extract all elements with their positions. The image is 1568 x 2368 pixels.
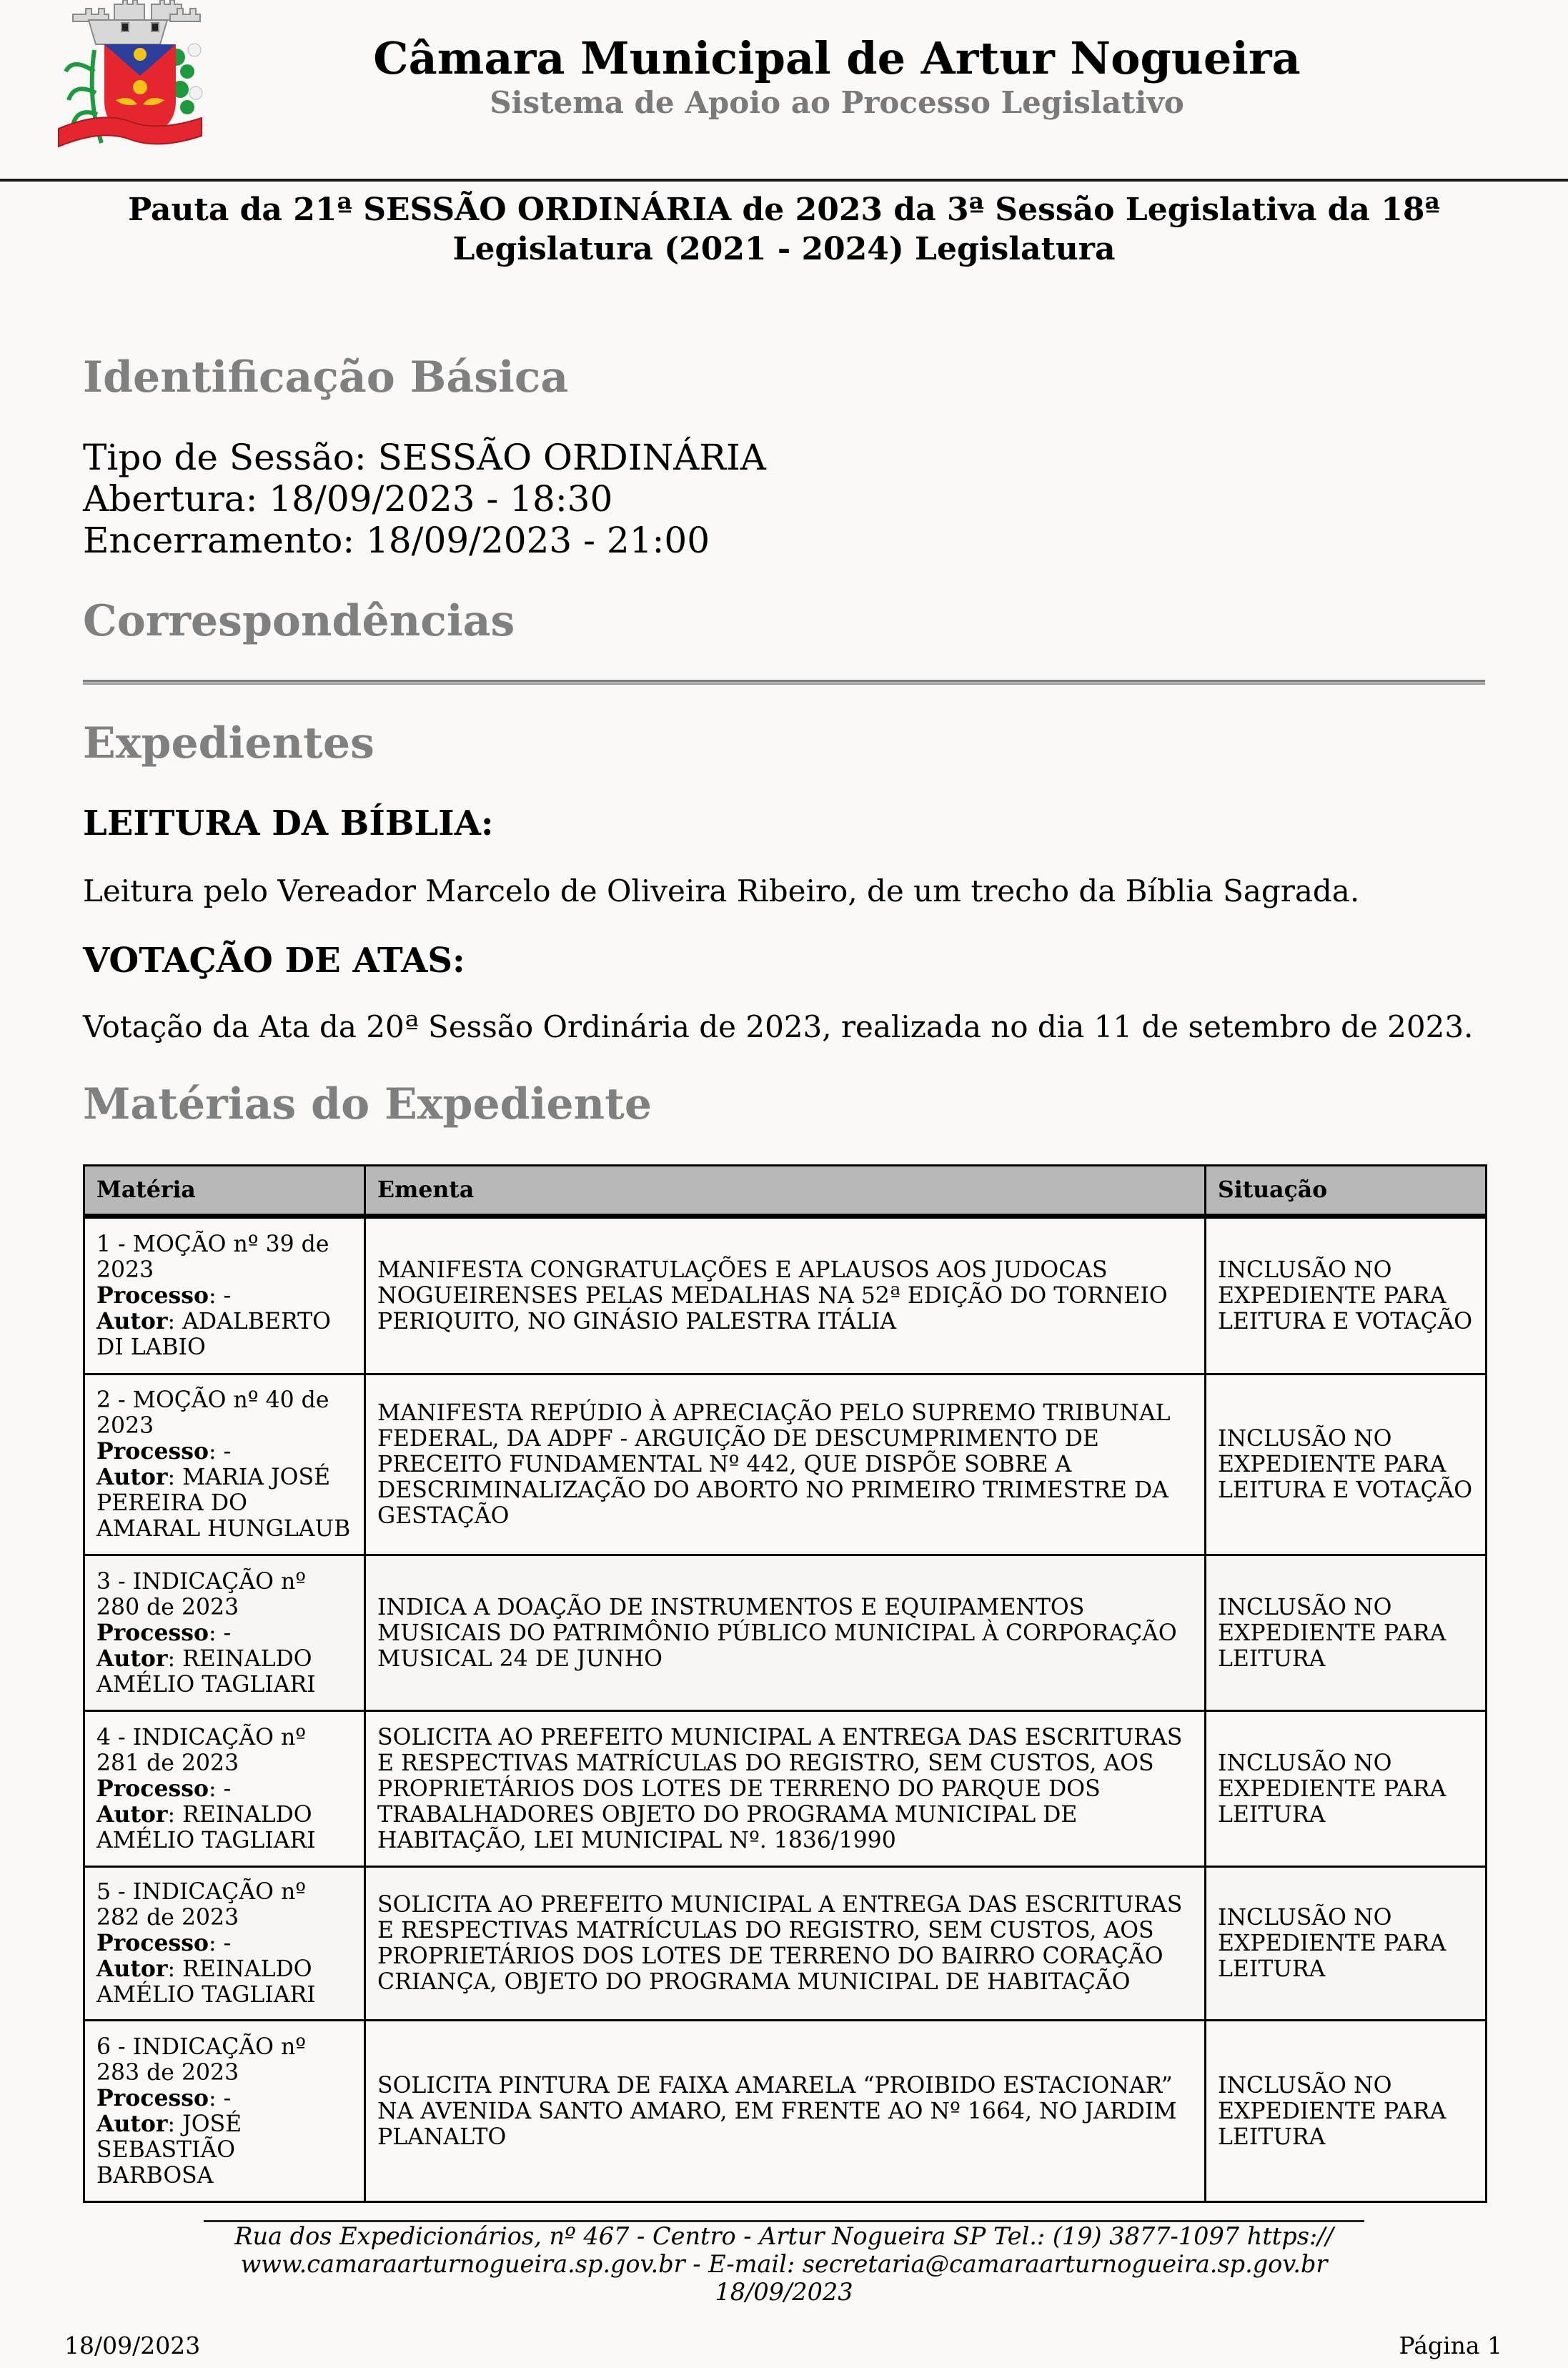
expediente-title-votacao: VOTAÇÃO DE ATAS: — [83, 941, 465, 981]
table-row — [84, 1217, 1487, 1374]
ementa-cell: SOLICITA AO PREFEITO MUNICIPAL A ENTREGA DAS ESCRITURAS E RESPECTIVAS MATRÍCULAS DO REGISTRO, SEM CUSTOS, AOS PROPRIETÁRIOS DOS LOTES DE TERRENO DO PARQUE DOS TRABALHADORES OBJETO DO PROGRAMA MUNICIPAL DE HABITAÇÃO, LEI MUNICIPAL Nº. 1836/1990 — [365, 1711, 1206, 1867]
situacao-cell: INCLUSÃO NO EXPEDIENTE PARA LEITURA E VOTAÇÃO — [1206, 1217, 1487, 1374]
expediente-title-leitura: LEITURA DA BÍBLIA: — [83, 803, 494, 843]
autor-value: : MARIA JOSÉ PEREIRA DO AMARAL HUNGLAUB — [96, 1465, 351, 1542]
autor-line — [96, 1465, 352, 1542]
agenda-title — [64, 190, 1504, 269]
ementa-cell: SOLICITA PINTURA DE FAIXA AMARELA “PROIBIDO ESTACIONAR” NA AVENIDA SANTO AMARO, EM FRENTE AO Nº 1664, NO JARDIM PLANALTO — [365, 2021, 1206, 2202]
processo-value: : - — [209, 1439, 232, 1465]
autor-value: : REINALDO AMÉLIO TAGLIARI — [96, 1956, 316, 2008]
autor-label: Autor — [96, 1464, 168, 1490]
expediente-text-votacao: Votação da Ata da 20ª Sessão Ordinária de 2023, realizada no dia 11 de setembro de 2023. — [83, 1009, 1474, 1044]
ementa-cell: MANIFESTA CONGRATULAÇÕES E APLAUSOS AOS JUDOCAS NOGUEIRENSES PELAS MEDALHAS NA 52ª EDIÇÃO DO TORNEIO PERIQUITO, NO GINÁSIO PALESTRA ITÁLIA — [365, 1217, 1206, 1374]
situacao-cell: INCLUSÃO NO EXPEDIENTE PARA LEITURA — [1206, 1555, 1487, 1711]
session-opening: Abertura: 18/09/2023 - 18:30 — [83, 478, 613, 520]
table-row — [84, 1374, 1487, 1555]
institution-title: Câmara Municipal de Artur Nogueira — [373, 32, 1301, 84]
processo-label: Processo — [96, 1930, 209, 1956]
footer-address — [143, 2222, 1425, 2306]
footer-address-line-1: Rua dos Expedicionários, nº 467 - Centro - Artur Nogueira SP Tel.: (19) 3877-1097 https:// — [234, 2222, 1334, 2250]
section-heading-identificacao: Identificação Básica — [83, 352, 569, 402]
table-row — [84, 1555, 1487, 1711]
processo-value: : - — [209, 2085, 232, 2111]
autor-label: Autor — [96, 1645, 168, 1672]
materia-title: 3 - INDICAÇÃO nº 280 de 2023 — [96, 1568, 307, 1620]
autor-label: Autor — [96, 1308, 168, 1334]
materia-title: 5 - INDICAÇÃO nº 282 de 2023 — [96, 1879, 307, 1931]
processo-line — [96, 2086, 352, 2111]
materia-cell — [84, 1711, 365, 1867]
processo-value: : - — [209, 1931, 232, 1956]
footer-address-line-2: www.camaraarturnogueira.sp.gov.br - E-mail: secretaria@camaraarturnogueira.sp.gov.br — [240, 2250, 1328, 2278]
autor-value: : REINALDO AMÉLIO TAGLIARI — [96, 1801, 316, 1853]
materia-cell — [84, 1374, 365, 1555]
materia-title: 2 - MOÇÃO nº 40 de 2023 — [96, 1387, 329, 1439]
section-heading-correspondencias: Correspondências — [83, 596, 515, 646]
materia-cell — [84, 1555, 365, 1711]
materia-title: 1 - MOÇÃO nº 39 de 2023 — [96, 1232, 329, 1283]
processo-label: Processo — [96, 2084, 209, 2111]
processo-line — [96, 1439, 352, 1465]
table-row — [84, 1867, 1487, 2021]
column-header-situacao: Situação — [1206, 1166, 1487, 1217]
materia-cell — [84, 1217, 365, 1374]
situacao-cell: INCLUSÃO NO EXPEDIENTE PARA LEITURA — [1206, 2021, 1487, 2202]
processo-line — [96, 1620, 352, 1646]
autor-value: : JOSÉ SEBASTIÃO BARBOSA — [96, 2111, 242, 2189]
ementa-cell: INDICA A DOAÇÃO DE INSTRUMENTOS E EQUIPAMENTOS MUSICAIS DO PATRIMÔNIO PÚBLICO MUNICIPAL À CORPORAÇÃO MUSICAL 24 DE JUNHO — [365, 1555, 1206, 1711]
situacao-cell: INCLUSÃO NO EXPEDIENTE PARA LEITURA — [1206, 1711, 1487, 1867]
processo-label: Processo — [96, 1282, 209, 1309]
autor-line — [96, 1956, 352, 2008]
materias-table — [83, 1164, 1487, 2203]
autor-label: Autor — [96, 1800, 168, 1828]
print-date: 18/09/2023 — [64, 2332, 201, 2359]
section-heading-materias: Matérias do Expediente — [83, 1079, 652, 1129]
situacao-cell: INCLUSÃO NO EXPEDIENTE PARA LEITURA E VOTAÇÃO — [1206, 1374, 1487, 1555]
processo-line — [96, 1776, 352, 1802]
footer-address-date: 18/09/2023 — [715, 2278, 853, 2306]
processo-label: Processo — [96, 1619, 209, 1646]
session-type: Tipo de Sessão: SESSÃO ORDINÁRIA — [83, 437, 766, 478]
agenda-title-line-1: Pauta da 21ª SESSÃO ORDINÁRIA de 2023 da 3ª Sessão Legislativa da 18ª — [128, 192, 1440, 228]
autor-line — [96, 1646, 352, 1698]
processo-line — [96, 1283, 352, 1309]
table-row — [84, 2021, 1487, 2202]
system-subtitle: Sistema de Apoio ao Processo Legislativo — [490, 85, 1184, 120]
expediente-text-leitura: Leitura pelo Vereador Marcelo de Oliveira Ribeiro, de um trecho da Bíblia Sagrada. — [83, 873, 1360, 908]
autor-line — [96, 1802, 352, 1853]
ementa-cell: MANIFESTA REPÚDIO À APRECIAÇÃO PELO SUPREMO TRIBUNAL FEDERAL, DA ADPF - ARGUIÇÃO DE DESCUMPRIMENTO DE PRECEITO FUNDAMENTAL Nº 442, QUE DISPÕE SOBRE A DESCRIMINALIZAÇÃO DO ABORTO NO PRIMEIRO TRIMESTRE DA GESTAÇÃO — [365, 1374, 1206, 1555]
materia-cell — [84, 1867, 365, 2021]
column-header-materia: Matéria — [84, 1166, 365, 1217]
processo-value: : - — [209, 1620, 232, 1646]
section-divider — [83, 680, 1485, 685]
table-row — [84, 1711, 1487, 1867]
processo-value: : - — [209, 1283, 232, 1309]
autor-label: Autor — [96, 1956, 168, 1982]
processo-label: Processo — [96, 1438, 209, 1465]
autor-line — [96, 1309, 352, 1360]
autor-value: : ADALBERTO DI LABIO — [96, 1309, 331, 1360]
autor-label: Autor — [96, 2110, 168, 2137]
autor-line — [96, 2111, 352, 2189]
situacao-cell: INCLUSÃO NO EXPEDIENTE PARA LEITURA — [1206, 1867, 1487, 2021]
processo-label: Processo — [96, 1775, 209, 1802]
header-divider — [0, 179, 1568, 182]
page-number: Página 1 — [1399, 2332, 1502, 2359]
autor-value: : REINALDO AMÉLIO TAGLIARI — [96, 1645, 316, 1698]
column-header-ementa: Ementa — [365, 1166, 1206, 1217]
materia-title: 4 - INDICAÇÃO nº 281 de 2023 — [96, 1724, 307, 1776]
materia-title: 6 - INDICAÇÃO nº 283 de 2023 — [96, 2033, 307, 2086]
processo-value: : - — [209, 1775, 232, 1802]
processo-line — [96, 1931, 352, 1956]
ementa-cell: SOLICITA AO PREFEITO MUNICIPAL A ENTREGA DAS ESCRITURAS E RESPECTIVAS MATRÍCULAS DO REGISTRO, SEM CUSTOS, AOS PROPRIETÁRIOS DOS LOTES DE TERRENO DO BAIRRO CORAÇÃO CRIANÇA, OBJETO DO PROGRAMA MUNICIPAL DE HABITAÇÃO — [365, 1867, 1206, 2021]
materia-cell — [84, 2021, 365, 2202]
agenda-title-line-2: Legislatura (2021 - 2024) Legislatura — [452, 231, 1116, 267]
table-header-row — [84, 1166, 1487, 1217]
session-closing: Encerramento: 18/09/2023 - 21:00 — [83, 520, 710, 561]
section-heading-expedientes: Expedientes — [83, 718, 374, 768]
